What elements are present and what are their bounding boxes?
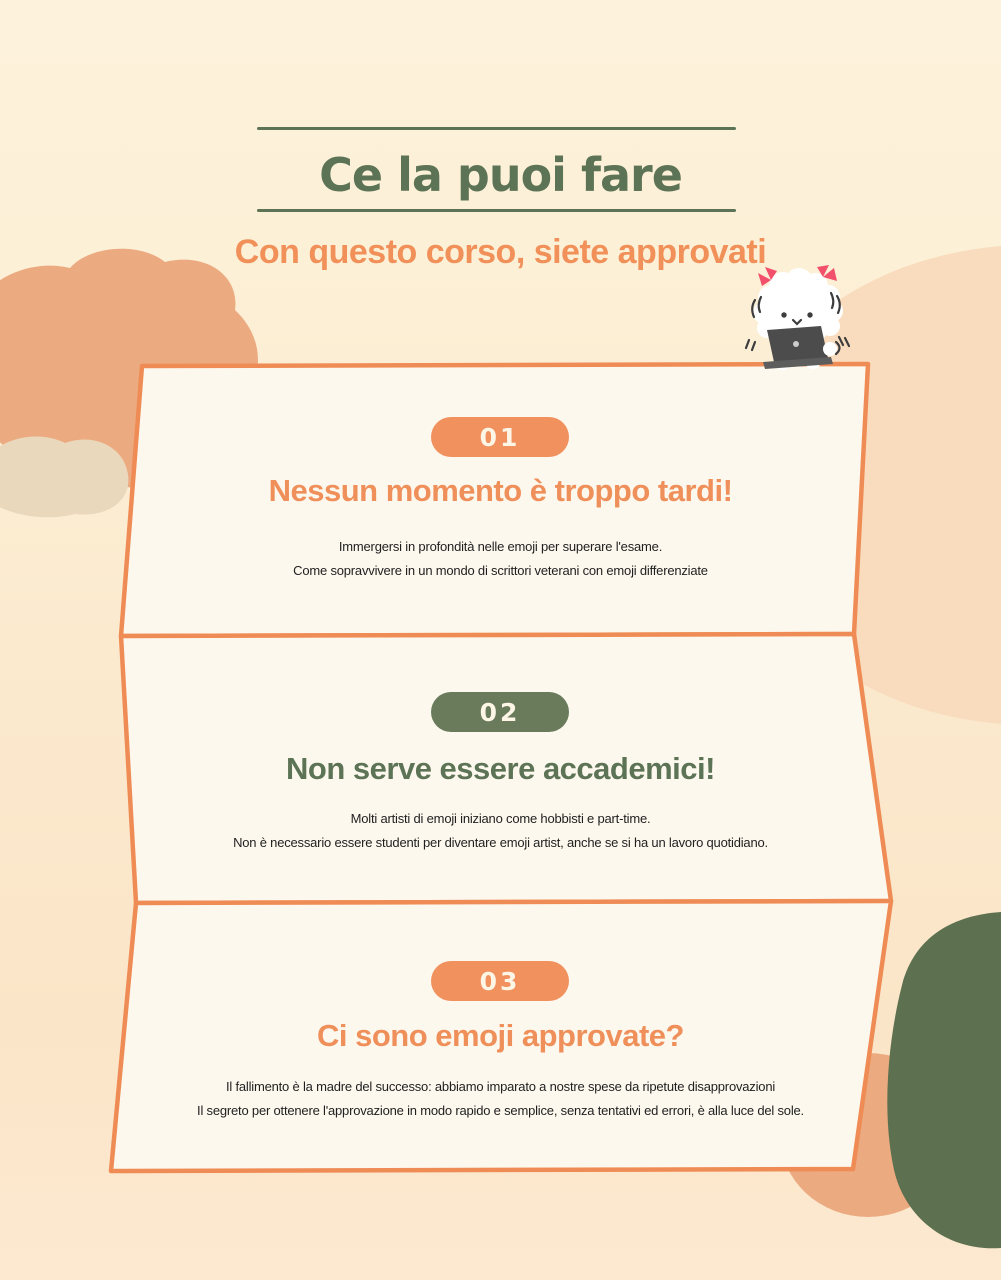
section-3-body-line-1: Il fallimento è la madre del successo: abbiamo imparato a nostre spese da ripetute disapprovazioni [225,1079,776,1094]
section-3-body-line-2: Il segreto per ottenere l'approvazione in modo rapido e semplice, senza tentativi ed errori, è alla luce del sole. [197,1103,804,1118]
title-rule-top [257,127,736,130]
section-1-heading: Nessun momento è troppo tardi! [268,473,733,508]
title-rule-bottom [257,209,736,212]
section-3-number-badge: 03 [431,961,569,1001]
poster-subtitle: Con questo corso, siete approvati [234,233,767,271]
section-2-heading: Non serve essere accademici! [286,751,715,786]
section-1-body-line-1: Immergersi in profondità nelle emoji per superare l'esame. [338,539,663,554]
section-2-number-badge: 02 [431,692,569,732]
section-1-body-line-2: Come sopravvivere in un mondo di scrittori veterani con emoji differenziate [293,563,708,578]
poster-title: Ce la puoi fare [319,148,682,202]
section-2-body-line-1: Molti artisti di emoji iniziano come hobbisti e part-time. [350,811,651,826]
section-1-number-badge: 01 [431,417,569,457]
section-2-body-line-2: Non è necessario essere studenti per diventare emoji artist, anche se si ha un lavoro quotidiano. [233,835,768,850]
section-3-heading: Ci sono emoji approvate? [317,1018,684,1053]
